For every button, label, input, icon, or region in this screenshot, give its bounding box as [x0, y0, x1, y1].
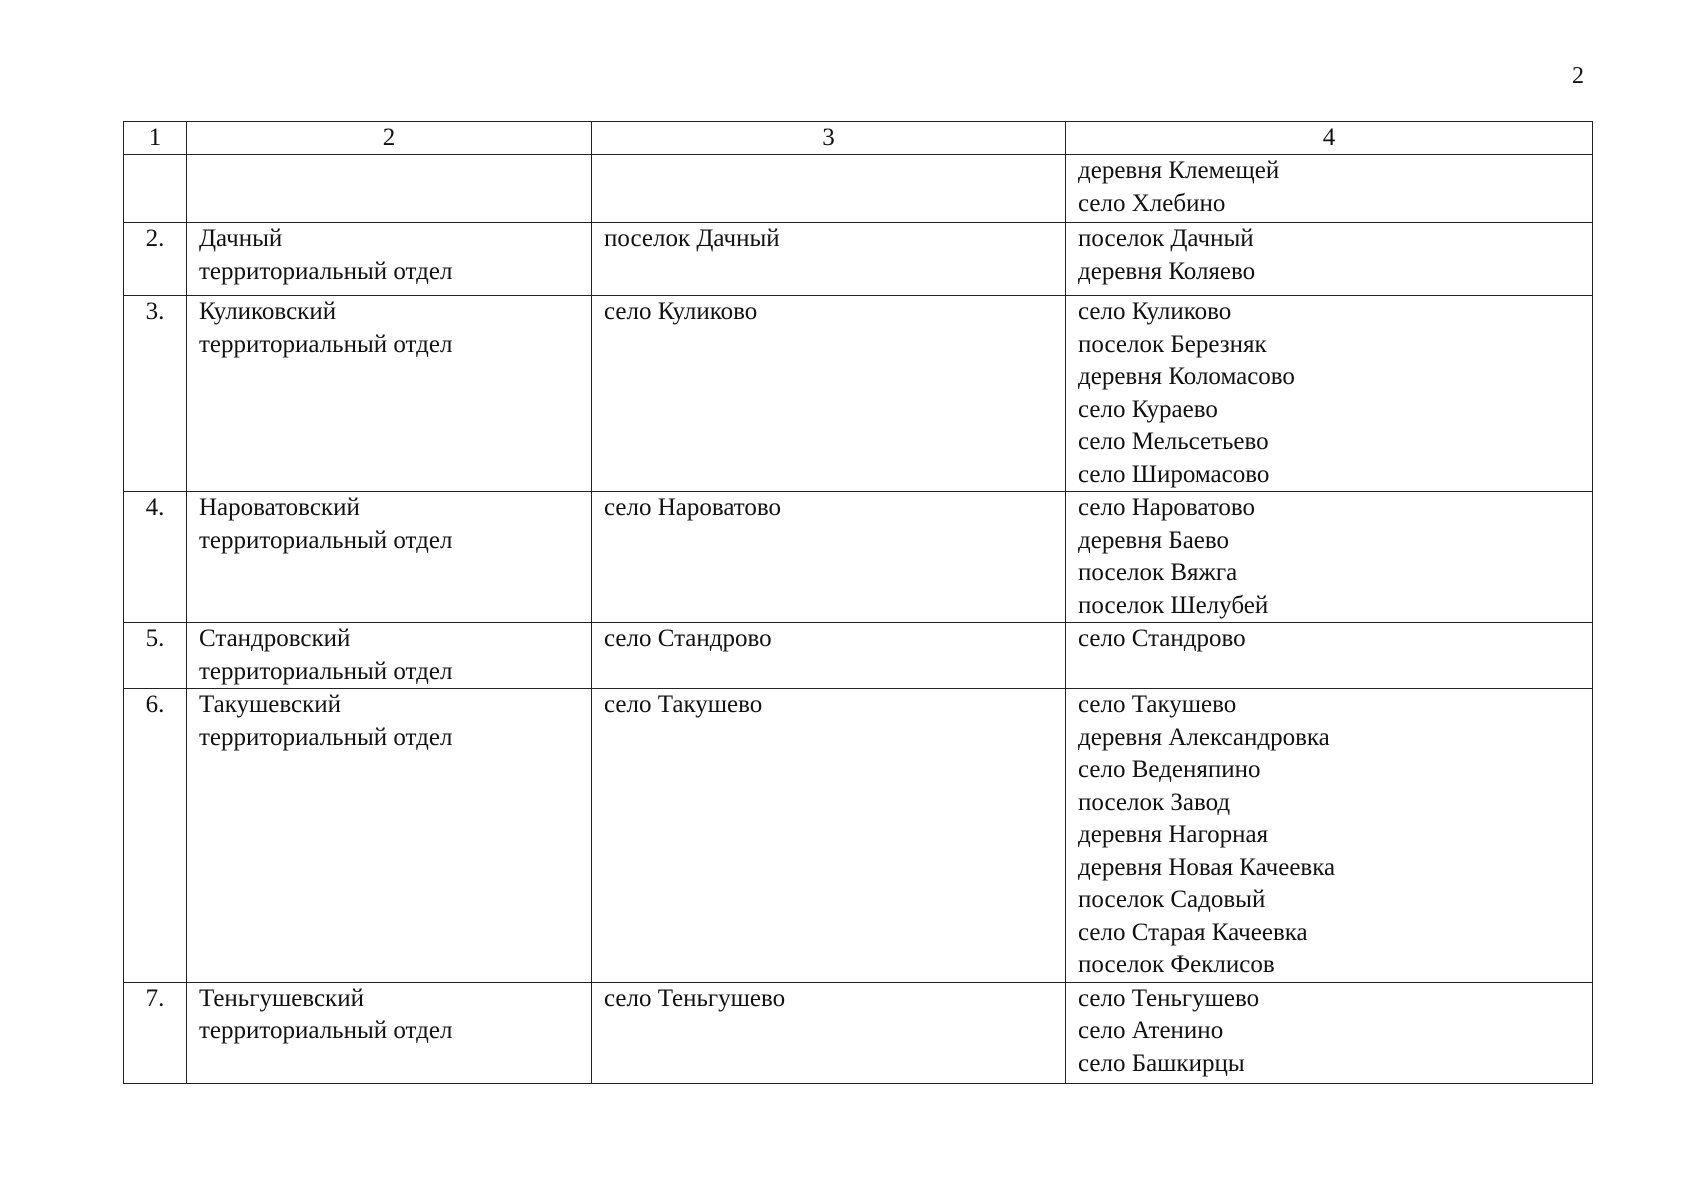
settlements-list: [1066, 623, 1593, 689]
row-number: 3.: [124, 296, 187, 492]
administrative-center: село Такушево: [592, 689, 1066, 983]
administrative-center: поселок Дачный: [592, 223, 1066, 296]
office-name: Теньгушевский: [199, 984, 364, 1012]
table-row: [124, 223, 1593, 296]
settlement-name: село Мельсетьево: [1078, 428, 1269, 455]
settlement-name: деревня Клемещей: [1078, 157, 1280, 184]
territorial-office: [187, 689, 592, 983]
settlement-name: село Нароватово: [1078, 494, 1256, 521]
header-cell: 3: [592, 122, 1066, 155]
settlement-name: поселок Садовый: [1078, 886, 1266, 913]
settlement-name: деревня Новая Качеевка: [1078, 853, 1336, 881]
settlement-name: деревня Баево: [1078, 526, 1230, 554]
office-name: Куликовский: [199, 298, 337, 325]
administrative-center: село Стандрово: [592, 623, 1066, 689]
office-type: территориальный отдел: [199, 723, 453, 751]
settlement-name: поселок Вяжга: [1078, 559, 1238, 586]
settlement-name: поселок Березняк: [1078, 330, 1267, 358]
settlements-table: [123, 121, 1593, 1084]
row-number: 5.: [124, 623, 187, 689]
office-type: территориальный отдел: [199, 657, 453, 685]
administrative-center: село Куликово: [592, 296, 1066, 492]
table-header-row: [124, 122, 1593, 155]
territorial-office: [187, 982, 592, 1083]
row-number: [124, 155, 187, 223]
settlement-name: поселок Шелубей: [1078, 591, 1269, 619]
administrative-center: [592, 155, 1066, 223]
table-row: [124, 623, 1593, 689]
territorial-office: [187, 492, 592, 623]
administrative-center: село Нароватово: [592, 492, 1066, 623]
settlement-name: село Старая Качеевка: [1078, 918, 1308, 946]
office-type: территориальный отдел: [199, 526, 453, 554]
settlement-name: село Теньгушево: [1078, 984, 1260, 1012]
office-name: Дачный: [199, 225, 283, 252]
settlement-name: село Широмасово: [1078, 460, 1270, 488]
row-number: 7.: [124, 982, 187, 1083]
header-cell: 4: [1066, 122, 1593, 155]
settlement-name: село Атенино: [1078, 1017, 1224, 1044]
settlement-name: село Куликово: [1078, 298, 1232, 325]
territorial-office: [187, 155, 592, 223]
header-cell: 1: [124, 122, 187, 155]
territorial-office: [187, 223, 592, 296]
settlement-name: поселок Феклисов: [1078, 951, 1275, 978]
office-name: Стандровский: [199, 625, 351, 652]
settlement-name: поселок Завод: [1078, 788, 1231, 816]
settlements-list: [1066, 982, 1593, 1083]
table-row: [124, 982, 1593, 1083]
header-cell: 2: [187, 122, 592, 155]
table-row: [124, 296, 1593, 492]
row-number: 2.: [124, 223, 187, 296]
settlements-list: [1066, 689, 1593, 983]
settlement-name: деревня Нагорная: [1078, 821, 1269, 848]
settlement-name: село Башкирцы: [1078, 1049, 1245, 1077]
office-name: Такушевский: [199, 691, 342, 718]
table-row: [124, 492, 1593, 623]
settlements-list: [1066, 492, 1593, 623]
settlements-list: [1066, 155, 1593, 223]
settlement-name: поселок Дачный: [1078, 225, 1254, 252]
row-number: 4.: [124, 492, 187, 623]
settlements-list: [1066, 223, 1593, 296]
row-number: 6.: [124, 689, 187, 983]
administrative-center: село Теньгушево: [592, 982, 1066, 1083]
office-name: Нароватовский: [199, 494, 360, 521]
table-row: [124, 689, 1593, 983]
territorial-office: [187, 296, 592, 492]
settlement-name: село Кураево: [1078, 395, 1218, 423]
settlement-name: село Веденяпино: [1078, 756, 1261, 783]
settlement-name: село Такушево: [1078, 691, 1237, 718]
settlements-list: [1066, 296, 1593, 492]
settlement-name: село Стандрово: [1078, 625, 1246, 652]
office-type: территориальный отдел: [199, 330, 453, 358]
settlement-name: село Хлебино: [1078, 189, 1226, 217]
office-type: территориальный отдел: [199, 257, 453, 285]
settlement-name: деревня Александровка: [1078, 723, 1330, 751]
page-number: 2: [1572, 63, 1584, 89]
territorial-office: [187, 623, 592, 689]
table-row: [124, 155, 1593, 223]
settlement-name: деревня Коломасово: [1078, 363, 1295, 390]
office-type: территориальный отдел: [199, 1017, 453, 1044]
settlement-name: деревня Коляево: [1078, 257, 1256, 285]
